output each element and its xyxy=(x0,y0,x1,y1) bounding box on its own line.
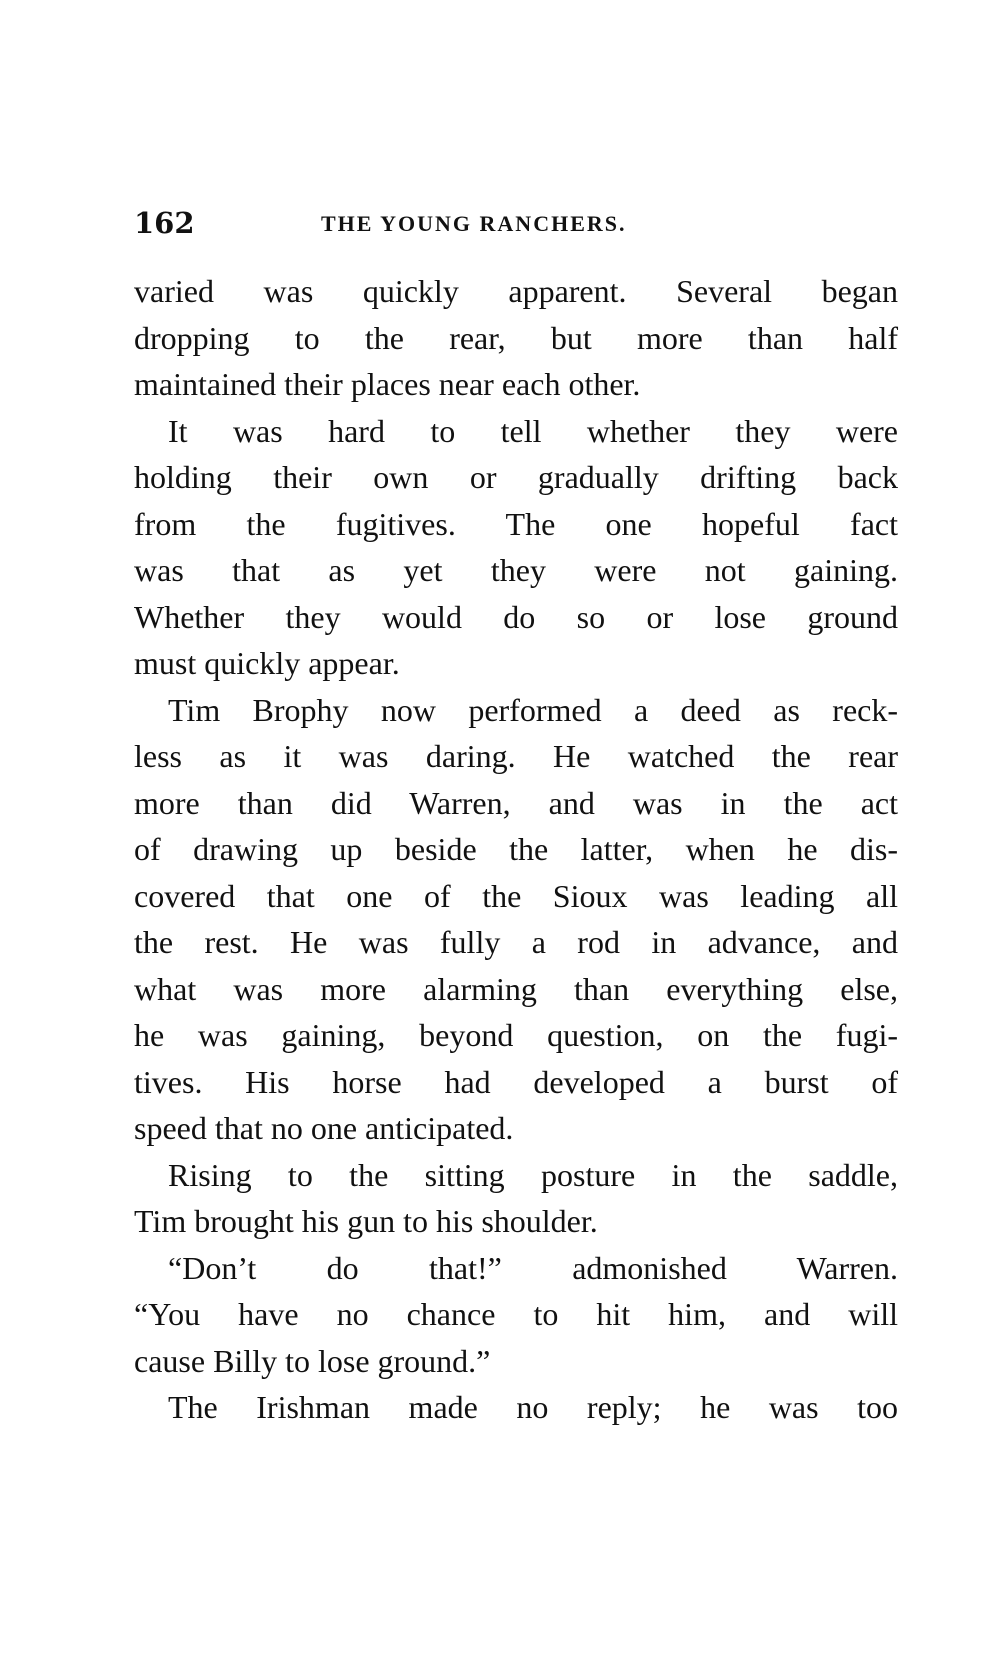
page-number: 162 xyxy=(134,206,195,240)
text-line: was that as yet they were not gaining. xyxy=(134,552,898,588)
text-line: less as it was daring. He watched the rear xyxy=(134,738,898,774)
text-line: cause Billy to lose ground.” xyxy=(134,1342,491,1379)
text-line: “You have no chance to hit him, and will xyxy=(134,1296,898,1332)
text-line: “Don’t do that!” admonished Warren. xyxy=(168,1249,898,1286)
text-line: more than did Warren, and was in the act xyxy=(134,784,898,821)
text-line: speed that no one anticipated. xyxy=(134,1110,514,1146)
text-line: the rest. He was fully a rod in advance, and xyxy=(134,924,898,960)
text-line: covered that one of the Sioux was leading all xyxy=(134,877,898,914)
body-text xyxy=(134,268,898,1431)
text-line: The Irishman made no reply; he was too xyxy=(168,1389,898,1425)
text-line: from the fugitives. The one hopeful fact xyxy=(134,505,898,542)
text-line: holding their own or gradually drifting back xyxy=(134,459,898,495)
text-line: he was gaining, beyond question, on the fugi- xyxy=(134,1017,898,1053)
page-header xyxy=(134,206,904,246)
text-line: must quickly appear. xyxy=(134,645,400,681)
text-line: varied was quickly apparent. Several began xyxy=(134,273,898,309)
text-line: Tim Brophy now performed a deed as reck- xyxy=(168,691,898,728)
running-head: THE YOUNG RANCHERS. xyxy=(321,211,627,236)
text-line: dropping to the rear, but more than half xyxy=(134,319,898,356)
text-line: tives. His horse had developed a burst of xyxy=(134,1063,898,1100)
text-line: Rising to the sitting posture in the saddle, xyxy=(168,1156,898,1193)
text-line: Whether they would do so or lose ground xyxy=(134,598,898,635)
text-line: of drawing up beside the latter, when he dis- xyxy=(134,831,898,867)
text-line: maintained their places near each other. xyxy=(134,366,641,402)
text-line: It was hard to tell whether they were xyxy=(168,412,898,449)
text-line: what was more alarming than everything else, xyxy=(134,970,898,1007)
text-line: Tim brought his gun to his shoulder. xyxy=(134,1203,598,1239)
